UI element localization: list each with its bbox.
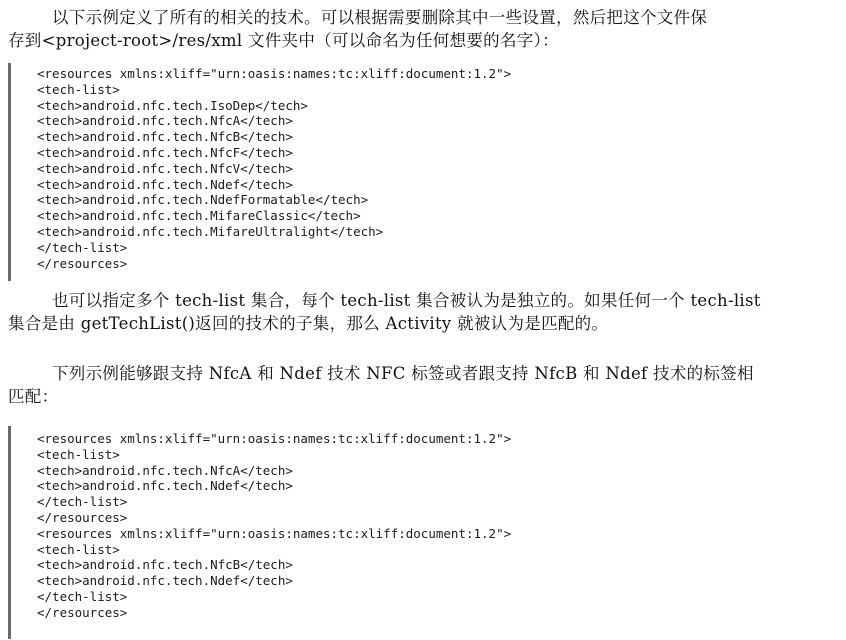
intro-paragraph (8, 6, 838, 52)
code-line: <tech>android.nfc.tech.NfcA</tech> (37, 462, 293, 478)
code-line: <tech>android.nfc.tech.NfcB</tech> (37, 129, 293, 145)
code-line: </resources> (37, 255, 128, 271)
code-line: <tech>android.nfc.tech.IsoDep</tech> (37, 97, 308, 113)
intro-line-1: 以下示例定义了所有的相关的技术。可以根据需要删除其中一些设置，然后把这个文件保 (52, 8, 708, 27)
code-block-nfca-nfcb-example (8, 426, 846, 639)
techlist-line-1: 也可以指定多个 tech-list 集合，每个 tech-list 集合被认为是独立的。如果任何一个 tech-list (52, 291, 761, 310)
code-line: <tech>android.nfc.tech.MifareClassic</tech> (37, 208, 361, 224)
code-line: <tech-list> (37, 541, 120, 557)
code-line: <tech>android.nfc.tech.NfcV</tech> (37, 160, 293, 176)
code-line: <tech>android.nfc.tech.NfcB</tech> (37, 557, 293, 573)
code-line: </tech-list> (37, 239, 128, 255)
techlist-paragraph (8, 289, 838, 335)
code-line: </tech-list> (37, 588, 128, 604)
code-line: <tech>android.nfc.tech.Ndef</tech> (37, 478, 293, 494)
code-line: <resources xmlns:xliff="urn:oasis:names:tc:xliff:document:1.2"> (37, 66, 512, 81)
intro-line-2: 存到<project-root>/res/xml 文件夹中（可以命名为任何想要的名字）： (8, 31, 559, 50)
code-line: <resources xmlns:xliff="urn:oasis:names:tc:xliff:document:1.2"> (37, 431, 512, 446)
code-line: <tech>android.nfc.tech.Ndef</tech> (37, 176, 293, 192)
example-line-1: 下列示例能够跟支持 NfcA 和 Ndef 技术 NFC 标签或者跟支持 NfcB 和 Ndef 技术的标签相 (52, 364, 754, 383)
code-line: <tech-list> (37, 81, 120, 97)
code-line: <tech>android.nfc.tech.NfcA</tech> (37, 113, 293, 129)
example-line-2: 匹配： (8, 387, 59, 406)
code-line: <tech>android.nfc.tech.Ndef</tech> (37, 573, 293, 589)
code-line: <resources xmlns:xliff="urn:oasis:names:tc:xliff:document:1.2"> (37, 525, 512, 541)
code-line: </tech-list> (37, 494, 128, 510)
code-line: <tech>android.nfc.tech.NfcF</tech> (37, 144, 293, 160)
example-paragraph (8, 362, 838, 408)
code-line: <tech-list> (37, 446, 120, 462)
code-line: </resources> (37, 509, 128, 525)
code-line: <tech>android.nfc.tech.NdefFormatable</tech> (37, 192, 369, 208)
code-line: </resources> (37, 604, 128, 620)
code-line: <tech>android.nfc.tech.MifareUltralight</tech> (37, 223, 384, 239)
techlist-line-2: 集合是由 getTechList()返回的技术的子集，那么 Activity 就被认为是匹配的。 (8, 314, 609, 333)
code-block-all-techs (8, 63, 846, 281)
